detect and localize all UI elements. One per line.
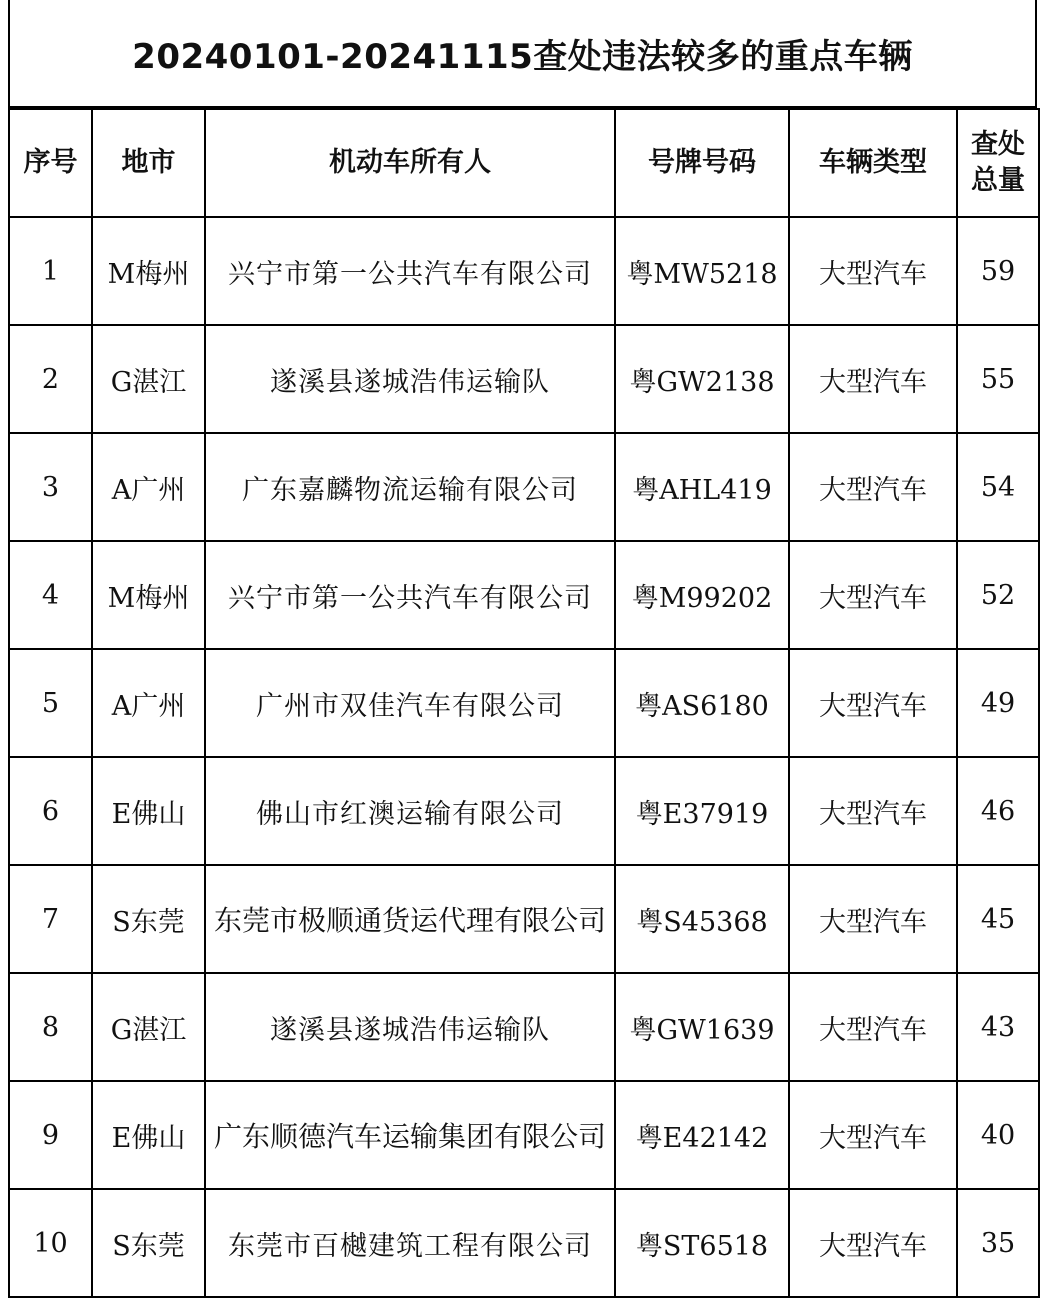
cell-city: E佛山 <box>92 757 205 865</box>
cell-owner: 东莞市极顺通货运代理有限公司 <box>205 865 615 973</box>
header-plate: 号牌号码 <box>615 109 789 217</box>
cell-owner: 广东嘉麟物流运输有限公司 <box>205 433 615 541</box>
cell-total: 54 <box>957 433 1039 541</box>
cell-city: A广州 <box>92 433 205 541</box>
cell-vehicle-type: 大型汽车 <box>789 649 957 757</box>
cell-index: 1 <box>9 217 92 325</box>
table-row <box>9 757 1039 865</box>
cell-plate: 粤GW1639 <box>615 973 789 1081</box>
table-title: 20240101-20241115查处违法较多的重点车辆 <box>8 0 1037 108</box>
cell-vehicle-type: 大型汽车 <box>789 541 957 649</box>
header-row <box>9 109 1039 217</box>
cell-vehicle-type: 大型汽车 <box>789 1081 957 1189</box>
table-row <box>9 433 1039 541</box>
header-owner: 机动车所有人 <box>205 109 615 217</box>
cell-total: 55 <box>957 325 1039 433</box>
cell-index: 8 <box>9 973 92 1081</box>
cell-plate: 粤E37919 <box>615 757 789 865</box>
cell-plate: 粤S45368 <box>615 865 789 973</box>
cell-owner: 佛山市红澳运输有限公司 <box>205 757 615 865</box>
cell-total: 43 <box>957 973 1039 1081</box>
table-row <box>9 865 1039 973</box>
cell-plate: 粤GW2138 <box>615 325 789 433</box>
cell-index: 7 <box>9 865 92 973</box>
cell-plate: 粤M99202 <box>615 541 789 649</box>
cell-owner: 东莞市百樾建筑工程有限公司 <box>205 1189 615 1297</box>
cell-owner: 遂溪县遂城浩伟运输队 <box>205 325 615 433</box>
cell-index: 6 <box>9 757 92 865</box>
header-total-line2: 总量 <box>971 165 1025 196</box>
cell-city: M梅州 <box>92 217 205 325</box>
table-row <box>9 1189 1039 1297</box>
cell-city: E佛山 <box>92 1081 205 1189</box>
cell-plate: 粤MW5218 <box>615 217 789 325</box>
cell-vehicle-type: 大型汽车 <box>789 433 957 541</box>
cell-city: A广州 <box>92 649 205 757</box>
cell-owner: 兴宁市第一公共汽车有限公司 <box>205 217 615 325</box>
table-row <box>9 217 1039 325</box>
cell-vehicle-type: 大型汽车 <box>789 325 957 433</box>
cell-city: S东莞 <box>92 865 205 973</box>
cell-total: 46 <box>957 757 1039 865</box>
cell-total: 40 <box>957 1081 1039 1189</box>
cell-city: G湛江 <box>92 325 205 433</box>
cell-total: 35 <box>957 1189 1039 1297</box>
cell-index: 4 <box>9 541 92 649</box>
cell-plate: 粤AS6180 <box>615 649 789 757</box>
cell-city: M梅州 <box>92 541 205 649</box>
cell-index: 9 <box>9 1081 92 1189</box>
cell-vehicle-type: 大型汽车 <box>789 757 957 865</box>
cell-vehicle-type: 大型汽车 <box>789 217 957 325</box>
cell-index: 2 <box>9 325 92 433</box>
cell-plate: 粤E42142 <box>615 1081 789 1189</box>
cell-owner: 广东顺德汽车运输集团有限公司 <box>205 1081 615 1189</box>
cell-index: 3 <box>9 433 92 541</box>
cell-owner: 遂溪县遂城浩伟运输队 <box>205 973 615 1081</box>
cell-vehicle-type: 大型汽车 <box>789 1189 957 1297</box>
header-index: 序号 <box>9 109 92 217</box>
vehicle-table <box>8 108 1040 1298</box>
cell-owner: 广州市双佳汽车有限公司 <box>205 649 615 757</box>
header-total <box>957 109 1039 217</box>
header-city: 地市 <box>92 109 205 217</box>
cell-total: 52 <box>957 541 1039 649</box>
header-total-line1: 查处 <box>971 129 1025 160</box>
cell-total: 49 <box>957 649 1039 757</box>
table-row <box>9 1081 1039 1189</box>
cell-vehicle-type: 大型汽车 <box>789 865 957 973</box>
table-row <box>9 541 1039 649</box>
cell-vehicle-type: 大型汽车 <box>789 973 957 1081</box>
cell-total: 45 <box>957 865 1039 973</box>
cell-city: G湛江 <box>92 973 205 1081</box>
cell-owner: 兴宁市第一公共汽车有限公司 <box>205 541 615 649</box>
table-row <box>9 973 1039 1081</box>
table-row <box>9 325 1039 433</box>
cell-index: 5 <box>9 649 92 757</box>
header-vehicle-type: 车辆类型 <box>789 109 957 217</box>
cell-city: S东莞 <box>92 1189 205 1297</box>
cell-total: 59 <box>957 217 1039 325</box>
cell-index: 10 <box>9 1189 92 1297</box>
table-row <box>9 649 1039 757</box>
cell-plate: 粤ST6518 <box>615 1189 789 1297</box>
cell-plate: 粤AHL419 <box>615 433 789 541</box>
